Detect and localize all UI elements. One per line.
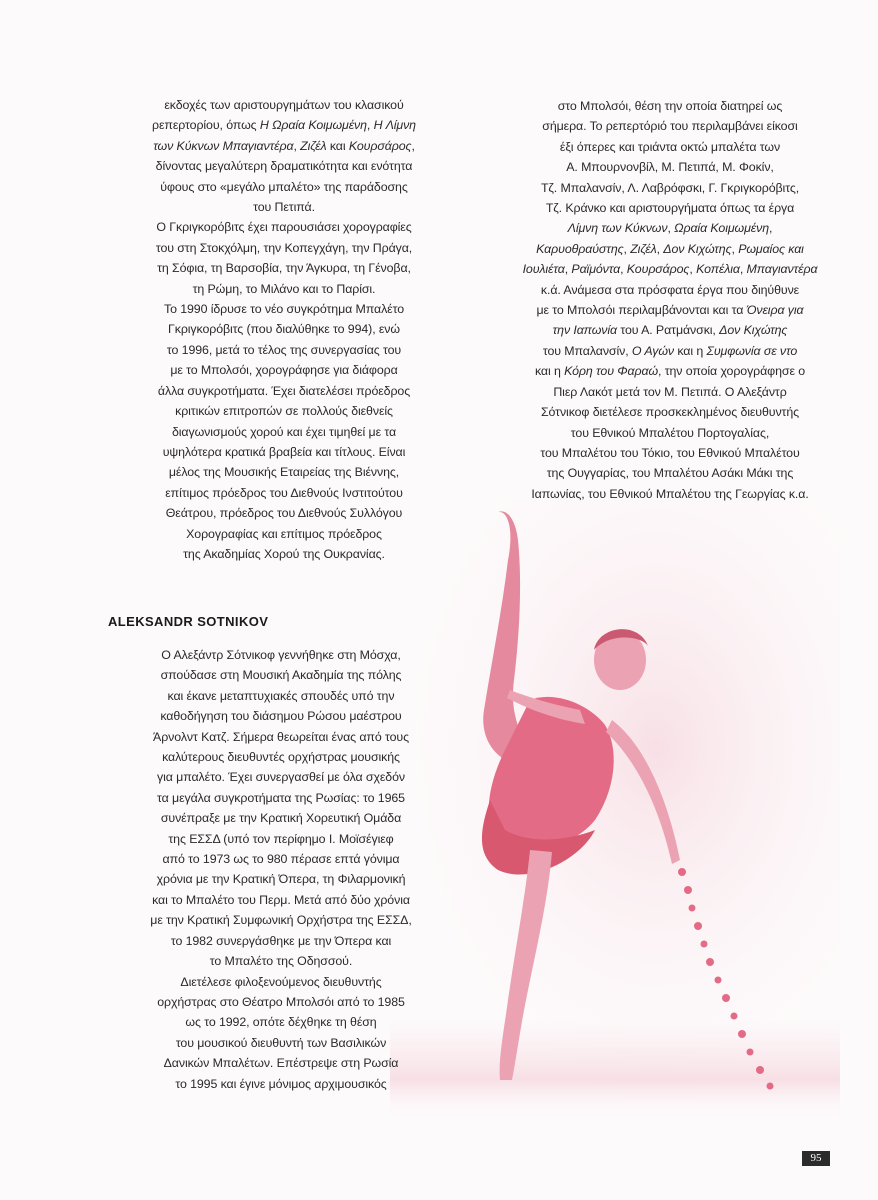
text-line — [518, 137, 822, 157]
text-line — [518, 402, 822, 422]
text-segment: Άρνολντ Κατζ. Σήμερα θεωρείται ένας από τους — [153, 729, 409, 744]
text-segment: του Μπαλέτου του Τόκιο, του Εθνικού Μπαλέτου — [540, 445, 800, 460]
text-line — [518, 239, 822, 259]
text-segment: με το Μπολσόι, χορογράφησε για διάφορα — [170, 363, 398, 378]
text-line — [140, 115, 428, 135]
text-segment: επίτιμος πρόεδρος του Διεθνούς Ινστιτούτου — [165, 485, 403, 500]
italic-title: Ωραία Κοιμωμένη — [674, 221, 769, 236]
text-segment: , — [731, 241, 739, 256]
text-segment: τη Σόφια, τη Βαρσοβία, την Άγκυρα, τη Γένοβα, — [157, 261, 411, 276]
text-segment: ως το 1992, οπότε δέχθηκε τη θέση — [185, 1015, 377, 1030]
italic-title: Κουρσάρος — [626, 262, 690, 277]
text-line — [140, 931, 422, 951]
text-line — [140, 849, 422, 869]
ballerina-photo — [380, 500, 840, 1120]
text-segment: , — [620, 262, 627, 277]
text-line — [140, 299, 428, 319]
italic-title: Όνειρα για — [746, 303, 804, 318]
text-line — [140, 869, 422, 889]
text-segment: ρεπερτορίου, όπως — [152, 118, 260, 133]
italic-title: των Κύκνων — [153, 138, 220, 153]
text-line — [140, 1074, 422, 1094]
italic-title: Κουρσάρος — [348, 138, 412, 153]
text-segment: για μπαλέτο. Έχει συνεργασθεί με όλα σχεδόν — [157, 770, 405, 785]
text-segment: του Μπαλανσίν, — [542, 343, 632, 358]
text-line — [140, 788, 422, 808]
text-segment: της Ουγγαρίας, του Μπαλέτου Ασάκι Μάκι της — [546, 466, 794, 481]
text-segment: σπούδασε στη Μουσική Ακαδημία της πόλης — [160, 668, 402, 683]
text-line — [140, 442, 428, 462]
text-line — [140, 686, 422, 706]
text-segment: , — [656, 241, 664, 256]
text-segment: κριτικών επιτροπών σε πολλούς διεθνείς — [175, 404, 393, 419]
text-line — [518, 280, 822, 300]
text-segment: καλύτερους διευθυντές ορχήστρας μουσικής — [162, 750, 400, 765]
text-line — [518, 443, 822, 463]
text-line — [140, 381, 428, 401]
text-segment: και η — [534, 364, 565, 379]
italic-title: την Ιαπωνία — [552, 323, 617, 338]
text-segment: της ΕΣΣΔ (υπό τον περίφημο Ι. Μοϊσέγιεφ — [168, 831, 394, 846]
text-segment: εκδοχές των αριστουργημάτων του κλασικού — [164, 98, 404, 112]
text-line — [140, 1012, 422, 1032]
text-segment: και το Μπαλέτο του Περμ. Μετά από δύο χρόνια — [152, 892, 410, 907]
text-segment: στο Μπολσόι, θέση την οποία διατηρεί ως — [557, 99, 783, 113]
text-segment: του Εθνικού Μπαλέτου Πορτογαλίας, — [570, 425, 770, 440]
text-segment: συνέπραξε με την Κρατική Χορευτική Ομάδα — [160, 811, 402, 826]
text-line — [518, 198, 822, 218]
page-number: 95 — [802, 1151, 830, 1166]
section-heading: ALEKSANDR SOTNIKOV — [108, 614, 269, 629]
text-segment: Ιαπωνίας, του Εθνικού Μπαλέτου της Γεωργίας κ.α. — [531, 486, 809, 501]
left-text-column — [140, 95, 428, 564]
text-line — [140, 767, 422, 787]
italic-title: Λίμνη των Κύκνων — [567, 221, 668, 236]
italic-title: Η Λίμνη — [373, 118, 416, 133]
text-line — [140, 340, 428, 360]
text-segment: και η — [674, 343, 707, 358]
text-segment: έξι όπερες και τριάντα οκτώ μπαλέτα των — [559, 139, 781, 154]
text-line — [140, 319, 428, 339]
text-segment: , — [293, 138, 301, 153]
text-segment: , — [564, 262, 572, 277]
text-segment: Χορογραφίας και επίτιμος πρόεδρος — [186, 526, 382, 541]
text-line — [140, 1033, 422, 1053]
text-segment: , — [689, 262, 697, 277]
text-line — [140, 360, 428, 380]
text-segment: το Μπαλέτο της Οδησσού. — [209, 954, 353, 969]
text-line — [140, 197, 428, 217]
text-line — [140, 910, 422, 930]
text-line — [518, 361, 822, 381]
text-segment: το 1982 συνεργάσθηκε με την Όπερα και — [170, 933, 392, 948]
right-text-column — [518, 96, 822, 504]
text-segment: μέλος της Μουσικής Εταιρείας της Βιέννης, — [168, 465, 400, 480]
italic-title: Δον Κιχώτης — [719, 323, 788, 338]
text-segment: Θεάτρου, πρόεδρος του Διεθνούς Συλλόγου — [165, 506, 403, 521]
text-segment: χρόνια με την Κρατική Όπερα, τη Φιλαρμονική — [156, 872, 406, 887]
text-segment: , — [411, 138, 415, 153]
italic-title: Ιουλιέτα — [522, 262, 565, 277]
text-segment: , — [769, 221, 773, 236]
text-line — [140, 136, 428, 156]
text-line — [140, 238, 428, 258]
text-segment: με την Κρατική Συμφωνική Ορχήστρα της ΕΣΣΔ, — [150, 913, 412, 928]
text-segment: του μουσικού διευθυντή των Βασιλικών — [175, 1035, 387, 1050]
text-line — [140, 503, 428, 523]
text-segment: της Ακαδημίας Χορού της Ουκρανίας. — [183, 546, 385, 561]
text-segment: ορχήστρας στο Θέατρο Μπολσόι από το 1985 — [157, 994, 405, 1009]
italic-title: Ο Αγών — [631, 343, 675, 358]
text-segment: καθοδήγηση του διάσημου Ρώσου μαέστρου — [160, 709, 402, 724]
text-segment: κ.ά. Ανάμεσα στα πρόσφατα έργα που διηύθυνε — [540, 282, 800, 297]
biography-text-column — [140, 645, 422, 1094]
text-segment: από το 1973 ως το 980 πέρασε επτά γόνιμα — [162, 852, 400, 867]
text-line — [140, 422, 428, 442]
text-line — [140, 95, 428, 115]
text-line — [140, 808, 422, 828]
italic-title: Μπαγιαντέρα — [746, 262, 818, 277]
text-segment: , — [366, 118, 374, 133]
italic-title: Συμφωνία σε ντο — [706, 343, 798, 358]
text-line — [140, 258, 428, 278]
text-line — [140, 890, 422, 910]
text-segment: και — [326, 138, 349, 153]
text-segment: Το 1990 ίδρυσε το νέο συγκρότημα Μπαλέτο — [163, 302, 405, 317]
text-line — [140, 177, 428, 197]
text-line — [140, 747, 422, 767]
text-segment: Γκριγκορόβιτς (που διαλύθηκε το 994), ενώ — [168, 322, 400, 337]
text-line — [518, 463, 822, 483]
text-segment: Πιερ Λακότ μετά τον Μ. Πετιπά. Ο Αλεξάντρ — [553, 384, 787, 399]
text-segment: και έκανε μεταπτυχιακές σπουδές υπό την — [167, 688, 395, 703]
text-line — [140, 665, 422, 685]
text-line — [140, 727, 422, 747]
text-line — [140, 217, 428, 237]
text-line — [140, 156, 428, 176]
text-line — [518, 218, 822, 238]
text-segment: του Πετιπά. — [253, 200, 315, 215]
text-line — [518, 116, 822, 136]
text-segment: Διετέλεσε φιλοξενούμενος διευθυντής — [180, 974, 382, 989]
text-segment: σήμερα. Το ρεπερτόριό του περιλαμβάνει είκοσι — [542, 119, 798, 134]
italic-title: Κοπέλια — [696, 262, 740, 277]
text-segment: τα μεγάλα συγκροτήματα της Ρωσίας: το 1965 — [157, 790, 405, 805]
italic-title: Ραϊμόντα — [571, 262, 621, 277]
italic-title: Καρυοθραύστης — [536, 241, 624, 256]
text-segment: Δανικών Μπαλέτων. Επέστρεψε στη Ρωσία — [163, 1056, 399, 1071]
text-line — [140, 524, 428, 544]
italic-title: Κόρη του Φαραώ — [564, 364, 659, 379]
text-line — [518, 382, 822, 402]
text-line — [518, 259, 822, 279]
text-line — [140, 645, 422, 665]
text-segment: , — [623, 241, 631, 256]
text-segment: με το Μπολσόι περιλαμβάνονται και τα — [536, 303, 747, 318]
text-segment: άλλα συγκροτήματα. Έχει διατελέσει πρόεδρος — [157, 383, 411, 398]
text-line — [518, 300, 822, 320]
text-line — [140, 972, 422, 992]
text-line — [140, 992, 422, 1012]
text-segment: Τζ. Κράνκο και αριστουργήματα όπως τα έργα — [545, 201, 795, 216]
text-line — [518, 423, 822, 443]
text-line — [518, 320, 822, 340]
text-segment: του Α. Ρατμάνσκι, — [616, 323, 720, 338]
text-segment: το 1995 και έγινε μόνιμος αρχιμουσικός — [175, 1076, 387, 1091]
text-line — [140, 279, 428, 299]
text-line — [140, 829, 422, 849]
italic-title: Μπαγιαντέρα — [222, 138, 294, 153]
text-segment: διαγωνισμούς χορού και έχει τιμηθεί με τα — [171, 424, 397, 439]
italic-title: Ζιζέλ — [300, 138, 327, 153]
italic-title: Δον Κιχώτης — [663, 241, 732, 256]
text-line — [518, 484, 822, 504]
text-line — [518, 96, 822, 116]
text-segment: του στη Στοκχόλμη, την Κοπεγχάγη, την Πράγα, — [155, 240, 413, 255]
text-segment: υψηλότερα κρατικά βραβεία και τίτλους. Είναι — [162, 444, 406, 459]
text-line — [140, 1053, 422, 1073]
text-segment: Α. Μπουρνονβίλ, Μ. Πετιπά, Μ. Φοκίν, — [566, 160, 774, 175]
text-line — [140, 483, 428, 503]
italic-title: Ρωμαίος και — [738, 241, 804, 256]
text-line — [140, 706, 422, 726]
text-segment: , — [667, 221, 675, 236]
text-segment: Τζ. Μπαλανσίν, Λ. Λαβρόφσκι, Γ. Γκριγκορόβιτς, — [540, 180, 800, 195]
italic-title: Ζιζέλ — [630, 241, 657, 256]
text-line — [518, 341, 822, 361]
text-segment: τη Ρώμη, το Μιλάνο και το Παρίσι. — [192, 281, 376, 296]
text-segment: ύφους στο «μεγάλο μπαλέτο» της παράδοσης — [160, 179, 408, 194]
text-segment: δίνοντας μεγαλύτερη δραματικότητα και ενότητα — [155, 159, 413, 174]
text-segment: Σότνικοφ διετέλεσε προσκεκλημένος διευθυντής — [540, 405, 800, 420]
text-line — [140, 401, 428, 421]
italic-title: Η Ωραία Κοιμωμένη — [259, 118, 367, 133]
text-line — [518, 157, 822, 177]
text-line — [140, 951, 422, 971]
text-line — [518, 178, 822, 198]
text-segment: , — [739, 262, 747, 277]
text-segment: Ο Αλεξάντρ Σότνικοφ γεννήθηκε στη Μόσχα, — [161, 648, 401, 662]
text-segment: το 1996, μετά το τέλος της συνεργασίας του — [166, 342, 402, 357]
text-segment: , την οποία χορογράφησε ο — [658, 364, 806, 379]
text-segment: Ο Γκριγκορόβιτς έχει παρουσιάσει χορογραφίες — [156, 220, 412, 235]
text-line — [140, 544, 428, 564]
text-line — [140, 462, 428, 482]
